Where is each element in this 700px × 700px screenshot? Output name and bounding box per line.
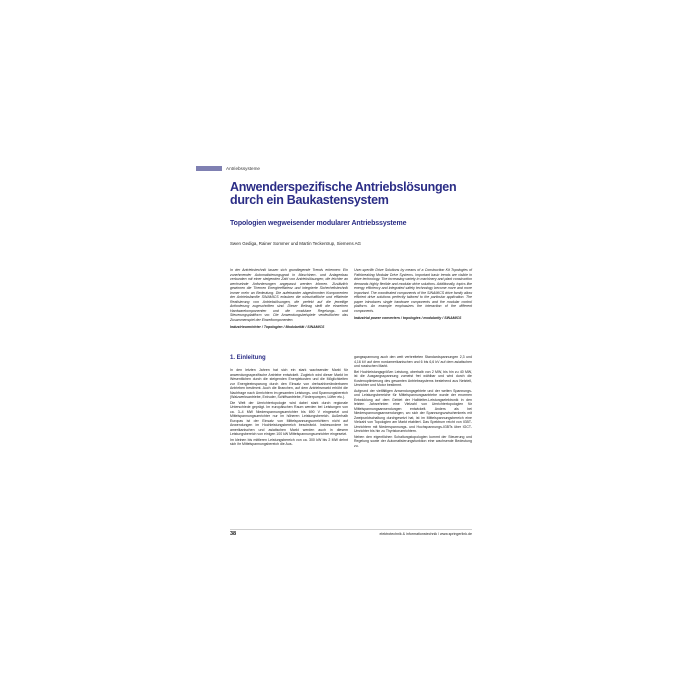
section-header (196, 166, 260, 171)
section-color-bar (196, 166, 222, 171)
abstract-english-keywords: Industrial power converters / topologies / modularity / SINAMICS (354, 316, 462, 320)
body-paragraph: Bei Hochleistungsgrößen Leistung, oberhalb von 2 MW, bis hin zu 40 MW, ist die Ausgangsspannung zumeist frei wählbar und wird durch die Kostenoptimierung des gesamten Antriebssystems bestehend aus Netzteil, Umrichter und Motor bestimmt. (354, 369, 472, 387)
article-title: Anwenderspezifische Antriebslösungen durch ein Baukastensystem (230, 180, 457, 207)
section-heading: 1. Einleitung (230, 355, 266, 361)
body-paragraph: Aufgrund der vielfältigen Anwendungsgebiete und der weiten Spannungs- und Leistungsbereiche für Mittelspannungsantriebe wurde der enormen Entwicklung auf dem Gebiet der Halbleiter-Leistungselektronik in den letzten Jahrzehnten eine Vielzahl von Umrichtertopologien für Mittelspannungsanwendungen entwickelt. Anders als bei Niederspannungsanwendungen, wo sich der Spannungszwischenkreis mit Zweipunktschaltung durchgesetzt hat, ist im Mittelspannungsbereich eine Vielzahl von Topologien am Markt etabliert. Das Spektrum reicht von IGBT-Umrichtern mit Niederspannungs- und Hochspannungs-IGBTs über IGCT-Umrichter bis hin zu Thyristorumrichtern. (354, 388, 472, 433)
body-paragraph: Neben den eigentlichen Schaltungstopologien kommt der Steuerung und Regelung sowie der Automatisierungsfunktion eine wachsende Bedeutung zu. (354, 434, 472, 448)
abstract-english (354, 268, 472, 321)
abstract-german-text: In der Antriebstechnik lassen sich grundlegende Trends erkennen: Ein zunehmender Automatisierungsgrad in Maschinen- und Anlagenbau verbunden mit einer steigenden Zahl von Antriebslösungen, die leichter an wechselnde Anforderungen angepasst werden können. Zusätzlich gewinnen die Themen Energieeffizienz und integrierte Sicherheitstechnik immer mehr an Bedeutung. Die aufeinander abgestimmten Komponenten der Antriebsfamilie SINAMICS erlauben die wirtschaftliche und effiziente Realisierung von Antriebslösungen, die perfekt auf die jeweilige Anforderung zugeschnitten sind. Dieser Beitrag stellt die einzelnen Hardwarekomponenten und die modulare Regelungs- und Steuerungsplattform vor. Die Anwendungsbeispiele verdeutlichen das Zusammenspiel der Einzelkomponenten. (230, 268, 348, 322)
page-number: 38 (230, 531, 237, 537)
journal-reference: elektrotechnik & informationstechnik / www.springerlink.de (379, 532, 472, 536)
abstract-english-text: User-specific Drive Solutions by means of a Construction Kit Topologies of Pathbreaking Modular Drive Systems. Important basic trends are visible in drive technology. The increasing variety in machinery and plant construction demands highly flexible and modular drive solutions. Additionally, topics like energy efficiency and integrated safety technology become more and more important. The coordinated components of the SINAMICS drive family allow efficient drive solutions perfectly tailored to the particular application. The paper introduces single hardware components and the modular control platform. An example emphasizes the interaction of the different components. (354, 268, 472, 313)
article-subtitle: Topologien wegweisender modularer Antriebssysteme (230, 220, 407, 227)
abstract-german-keywords: Industrieumrichter / Topologien / Modularität / SINAMICS (230, 325, 325, 329)
body-paragraph: In den letzten Jahren hat sich ein stark wachsender Markt für anwendungsspezifische Antriebe entwickelt. Zugleich wird dieser Markt im Wesentlichen durch die steigenden Energiekosten und die Möglichkeiten zur Energieeinsparung durch den Einsatz von drehzahlveränderbaren Antrieben bestimmt. Auch die Branchen, auf dem Antriebsmarkt erhöht die Nachfrage nach Umrichtern im gesamten Leistungs- und Spannungsbereich (Walzwerksantriebe, Extruder, Schiffsantriebe, Förderpumpen, Lüfter etc.). (230, 368, 348, 399)
body-column-left (230, 368, 348, 448)
article-authors: Swen Gediga, Rainer Sommer und Martin Teckentrup, Siemens AG (230, 241, 361, 246)
article-page (226, 150, 478, 540)
body-paragraph: gangsspannung auch den weit verbreiteten Standardspannungen 2,3 und 4,16 kV auf dem nordamerikanischen und 6 bis 6,6 kV auf dem asiatischen und russischen Markt. (354, 355, 472, 368)
body-column-right (354, 355, 472, 449)
body-paragraph: Die Welt der Umrichtertopologie wird dabei stark durch regionale Unterschiede geprägt. Im europäischen Raum werden bei Leistungen von ca. 3–4 MW Niederspannungsumrichter bis 690 V eingesetzt und Mittelspannungsumrichter nur im höheren Leistungsbereich. Außerhalb Europas ist der Einsatz von Mittelspannungsumrichtern nicht auf Anwendungen im Hochleistungsbereich beschränkt. Insbesondere im amerikanischen und asiatischen Markt werden auch in diesem Leistungsbereich von einigen 100 kW Mittelspannungsumrichter eingesetzt. (230, 400, 348, 436)
body-paragraph: Im kleinen bis mittleren Leistungsbereich von ca. 300 kW bis 2 MW dehnt sich ihr Mittelspannungsbereich die Aus- (230, 437, 348, 446)
section-label: Antriebssysteme (226, 166, 260, 171)
footer-divider (230, 529, 472, 530)
abstract-german (230, 268, 348, 330)
